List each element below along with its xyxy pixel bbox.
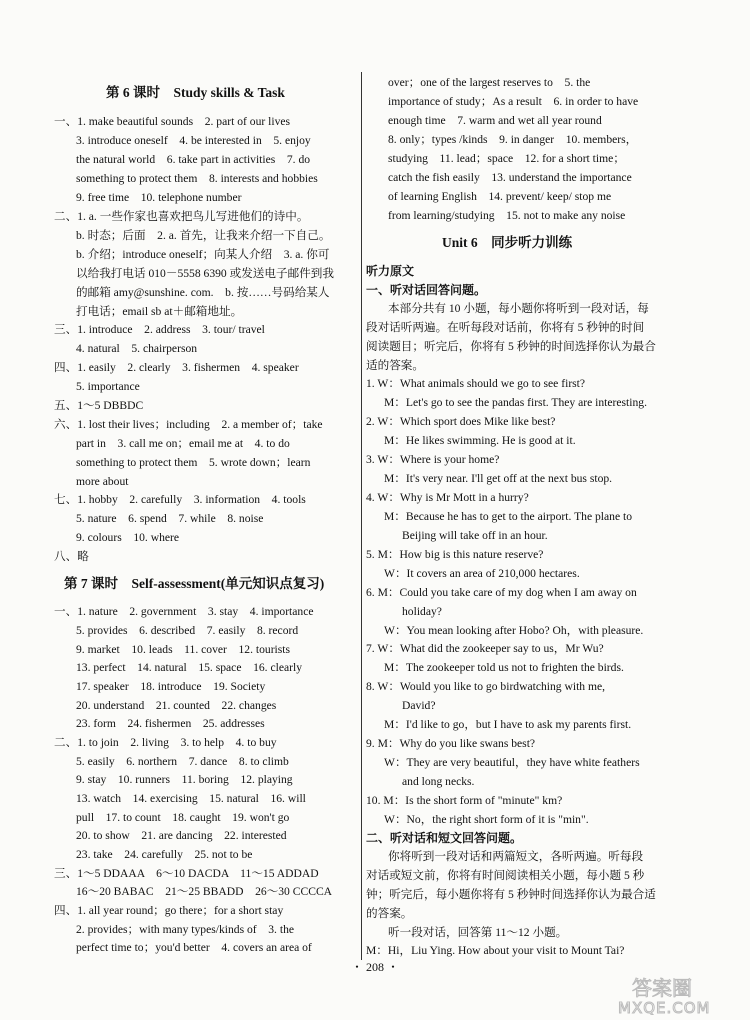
text-line: 打电话；email sb at＋邮箱地址。 (76, 305, 243, 318)
text-line: 四、1. all year round；go there；for a short stay (54, 904, 284, 917)
text-line: 阅读题目；听完后，你将有 5 秒钟的时间选择你认为最合 (366, 340, 656, 353)
section-heading: 第 7 课时 Self-assessment(单元知识点复习) (64, 576, 325, 591)
text-line: 你将听到一段对话和两篇短文，各听两遍。听每段 (388, 850, 644, 863)
text-line: perfect time to；you'd better 4. covers an area of (76, 941, 312, 954)
text-line: 23. take 24. carefully 25. not to be (76, 848, 253, 861)
text-line: something to protect them 8. interests and hobbies (76, 172, 318, 185)
text-line: 的答案。 (366, 907, 413, 920)
page-number: ・ 208 ・ (350, 960, 399, 974)
text-line: pull 17. to count 18. caught 19. won't go (76, 811, 290, 824)
text-line: 7. W：What did the zookeeper say to us，Mr Wu? (366, 642, 604, 655)
text-line: something to protect them 5. wrote down；learn (76, 456, 311, 469)
text-line: Beijing will take off in an hour. (402, 529, 548, 542)
section-heading: 第 6 课时 Study skills & Task (106, 85, 285, 100)
text-line: 三、1. introduce 2. address 3. tour/ travel (54, 323, 265, 336)
text-line: 5. nature 6. spend 7. while 8. noise (76, 512, 264, 525)
text-line: b. 时态；后面 2. a. 首先，让我来介绍一下自己。 (76, 229, 331, 242)
text-line: 以给我打电话 010－5558 6390 或发送电子邮件到我 (76, 267, 334, 280)
watermark-text: 答案圈 (632, 976, 692, 1000)
text-line: 四、1. easily 2. clearly 3. fishermen 4. speaker (54, 361, 299, 374)
text-line: M：He likes swimming. He is good at it. (384, 434, 576, 447)
text-line: M：The zookeeper told us not to frighten the birds. (384, 661, 624, 674)
text-line: 段对话听两遍。在听每段对话前，你将有 5 秒钟的时间 (366, 321, 645, 334)
text-line: and long necks. (402, 775, 475, 788)
text-line: 3. W：Where is your home? (366, 453, 500, 466)
text-line: 9. market 10. leads 11. cover 12. tourists (76, 643, 291, 656)
text-line: W：No，the right short form of it is "min". (384, 813, 589, 826)
watermark-logo (612, 975, 740, 1015)
text-line: more about (76, 475, 129, 488)
text-line: over；one of the largest reserves to 5. the (388, 76, 591, 89)
text-line: 8. only；types /kinds 9. in danger 10. members， (388, 133, 638, 146)
text-line: 5. easily 6. northern 7. dance 8. to climb (76, 755, 289, 768)
text-line: from learning/studying 15. not to make any noise (388, 209, 626, 222)
subsection-heading: 二、听对话和短文回答问题。 (366, 831, 523, 845)
text-line: importance of study；As a result 6. in order to have (388, 95, 639, 108)
text-line: 1. W：What animals should we go to see first? (366, 377, 586, 390)
text-line: 4. natural 5. chairperson (76, 342, 198, 355)
text-line: 10. M：Is the short form of "minute" km? (366, 794, 563, 807)
text-line: 5. importance (76, 380, 140, 393)
text-line: W：They are very beautiful，they have white feathers (384, 756, 640, 769)
text-line: b. 介绍；introduce oneself；向某人介绍 3. a. 你可 (76, 248, 330, 261)
text-line: 五、1～5 DBBDC (54, 399, 144, 412)
text-line: enough time 7. warm and wet all year round (388, 114, 602, 127)
text-line: 七、1. hobby 2. carefully 3. information 4. tools (54, 493, 306, 506)
text-line: 适的答案。 (366, 359, 424, 372)
text-line: 23. form 24. fishermen 25. addresses (76, 717, 265, 730)
text-line: 9. free time 10. telephone number (76, 191, 242, 204)
text-line: 六、1. lost their lives；including 2. a member of；take (54, 418, 323, 431)
text-line: 17. speaker 18. introduce 19. Society (76, 680, 266, 693)
text-line: 本部分共有 10 小题，每小题你将听到一段对话，每 (388, 302, 649, 315)
text-line: M：Because he has to get to the airport. The plane to (384, 510, 633, 523)
text-line: 对话或短文前，你将有时间阅读相关小题，每小题 5 秒 (366, 869, 645, 882)
text-line: 4. W：Why is Mr Mott in a hurry? (366, 491, 529, 504)
text-line: 9. stay 10. runners 11. boring 12. playing (76, 773, 293, 786)
text-line: 听一段对话，回答第 11～12 小题。 (388, 926, 568, 939)
text-line: 八、略 (54, 550, 89, 563)
text-line: 3. introduce oneself 4. be interested in 5. enjoy (76, 134, 311, 147)
text-line: catch the fish easily 13. understand the importance (388, 171, 632, 184)
text-line: studying 11. lead；space 12. for a short time； (388, 152, 625, 165)
text-line: M：I'd like to go，but I have to ask my parents first. (384, 718, 632, 731)
text-line: part in 3. call me on；email me at 4. to do (76, 437, 290, 450)
text-line: 一、1. nature 2. government 3. stay 4. importance (54, 605, 314, 618)
text-line: 2. provides；with many types/kinds of 3. the (76, 923, 295, 936)
text-line: 二、1. to join 2. living 3. to help 4. to buy (54, 736, 277, 749)
subsection-heading: 一、听对话回答问题。 (366, 283, 487, 297)
text-line: W：You mean looking after Hobo? Oh，with pleasure. (384, 624, 644, 637)
text-line: 9. M：Why do you like swans best? (366, 737, 536, 750)
text-line: 5. provides 6. described 7. easily 8. record (76, 624, 299, 637)
text-line: holiday? (402, 605, 442, 618)
text-line: 钟；听完后，每小题你将有 5 秒钟时间选择你认为最合适 (366, 888, 656, 901)
text-line: W：It covers an area of 210,000 hectares. (384, 567, 580, 580)
text-line: 16～20 BABAC 21～25 BBADD 26～30 CCCCA (76, 885, 333, 898)
text-line: 三、1～5 DDAAA 6～10 DACDA 11～15 ADDAD (54, 867, 319, 880)
section-heading: Unit 6 同步听力训练 (442, 235, 573, 250)
text-line: 6. M：Could you take care of my dog when I am away on (366, 586, 637, 599)
text-line: 9. colours 10. where (76, 531, 180, 544)
text-line: 20. to show 21. are dancing 22. interested (76, 829, 287, 842)
text-line: 8. W：Would you like to go birdwatching with me, (366, 680, 606, 693)
text-line: M：It's very near. I'll get off at the next bus stop. (384, 472, 613, 485)
column-divider (361, 72, 362, 960)
text-line: 二、1. a. 一些作家也喜欢把鸟儿写进他们的诗中。 (54, 210, 309, 223)
text-line: 2. W：Which sport does Mike like best? (366, 415, 556, 428)
text-line: M：Let's go to see the pandas first. They are interesting. (384, 396, 647, 409)
text-line: the natural world 6. take part in activities 7. do (76, 153, 311, 166)
text-line: 13. watch 14. exercising 15. natural 16. will (76, 792, 306, 805)
text-line: 13. perfect 14. natural 15. space 16. clearly (76, 661, 302, 674)
subsection-heading: 听力原文 (366, 264, 415, 278)
text-line: 20. understand 21. counted 22. changes (76, 699, 277, 712)
text-line: 一、1. make beautiful sounds 2. part of our lives (54, 115, 291, 128)
text-line: 的邮箱 amy@sunshine. com. b. 按……号码给某人 (76, 286, 330, 299)
text-line: David? (402, 699, 436, 712)
text-line: of learning English 14. prevent/ keep/ stop me (388, 190, 612, 203)
text-line: 5. M：How big is this nature reserve? (366, 548, 544, 561)
text-line: M：Hi，Liu Ying. How about your visit to Mount Tai? (366, 944, 625, 957)
watermark-url: MXQE.COM (618, 999, 711, 1015)
